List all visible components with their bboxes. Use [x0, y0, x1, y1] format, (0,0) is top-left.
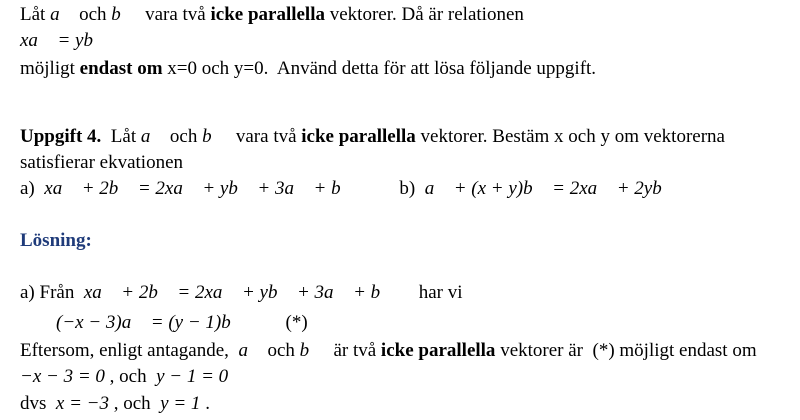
- task-b: b) a⃗ + (x + y)b⃗ = 2xa⃗ + 2yb⃗: [399, 178, 677, 199]
- intro-line-3: möjligt endast om x=0 och y=0. Använd detta för att lösa följande uppgift.: [20, 58, 597, 79]
- vector-a: a⃗: [50, 4, 75, 25]
- task-a: a) xa⃗ + 2b⃗ = 2xa⃗ + yb⃗ + 3a⃗ + b⃗: [20, 178, 356, 199]
- task-parts-row: [20, 178, 676, 200]
- star-equation: (−x − 3)a⃗ = (y − 1)b⃗: [56, 312, 246, 333]
- solution-since: Eftersom, enligt antagande, a⃗ och b⃗ är två icke parallella vektorer är (*) möjligt endast om: [20, 340, 757, 361]
- task-line-1: Uppgift 4. Låt a⃗ och b⃗ vara två icke parallella vektorer. Bestäm x och y om vektorerna: [20, 126, 725, 147]
- intro-equation: xa⃗ = yb⃗: [20, 30, 108, 51]
- task-line-2: satisfierar ekvationen: [20, 152, 184, 173]
- vector-b: b⃗: [111, 4, 136, 25]
- star-row: [56, 312, 308, 334]
- solution-conditions: −x − 3 = 0 , och y − 1 = 0: [20, 366, 229, 387]
- solution-result: dvs x = −3 , och y = 1 .: [20, 393, 210, 414]
- solution-a-line: a) Från xa⃗ + 2b⃗ = 2xa⃗ + yb⃗ + 3a⃗ + b⃗ har vi: [20, 282, 463, 303]
- task-label: Uppgift 4.: [20, 126, 102, 147]
- solution-heading: Lösning:: [20, 230, 92, 251]
- intro-line-1: Låt a⃗ och b⃗ vara två icke parallella vektorer. Då är relationen: [20, 4, 524, 25]
- star-label: (*): [285, 312, 308, 333]
